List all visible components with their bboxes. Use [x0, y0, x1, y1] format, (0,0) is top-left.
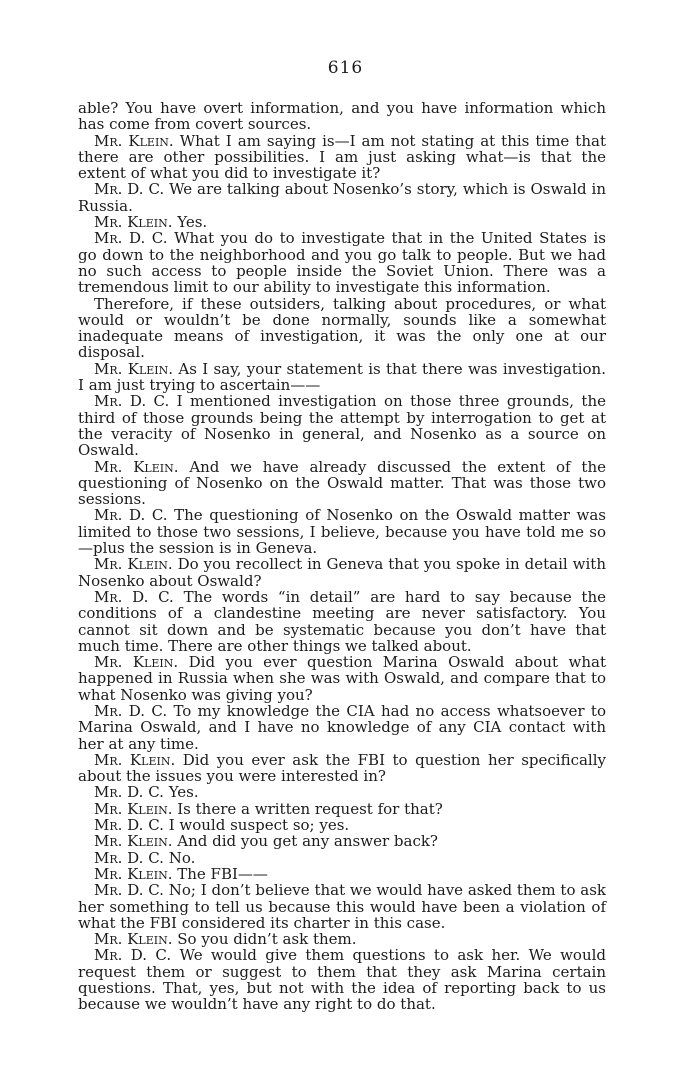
speaker-label: Mr. D. C.	[94, 848, 164, 867]
paragraph-text: able? You have overt information, and you have information which has come from covert sources.	[78, 99, 606, 134]
transcript-paragraph	[78, 882, 606, 931]
paragraph-text: The questioning of Nosenko on the Oswald matter was limited to those two sessions, I believe, because you have told me so—plus the session is in Geneva.	[78, 506, 606, 558]
paragraph-text: And did you get any answer back?	[177, 832, 438, 851]
speaker-label: Mr. D. C.	[94, 881, 164, 900]
paragraph-text: As I say, your statement is that there was investigation. I am just trying to ascertain——	[78, 359, 606, 395]
transcript-paragraph	[78, 931, 606, 947]
transcript-paragraph	[78, 703, 606, 752]
speaker-label: Mr. D. C.	[94, 783, 164, 802]
speaker-label: Mr. D. C.	[94, 816, 164, 835]
transcript-paragraph	[78, 296, 606, 361]
speaker-label: Mr. Klein.	[94, 213, 173, 232]
speaker-label: Mr. Klein.	[94, 799, 173, 818]
transcript-paragraph	[78, 589, 606, 654]
paragraph-text: No.	[168, 848, 196, 867]
paragraph-text: We would give them questions to ask her. We would request them or suggest to them that they ask Marina certain questions. That, yes, but not with the idea of reporting back to us because we wouldn’t have any right to do that.	[78, 946, 607, 1014]
paragraph-text: Did you ever question Marina Oswald about what happened in Russia when she was with Oswald, and compare that to what Nosenko was giving you?	[78, 653, 606, 704]
transcript-paragraph	[78, 230, 606, 295]
paragraph-text: I mentioned investigation on those three grounds, the third of those grounds being the attempt by interrogation to get at the veracity of Nosenko in general, and Nosenko as a source on Oswald.	[78, 392, 606, 460]
transcript-paragraph	[78, 507, 606, 556]
speaker-label: Mr. Klein.	[94, 653, 179, 672]
speaker-label: Mr. D. C.	[94, 587, 174, 606]
speaker-label: Mr. D. C.	[94, 701, 168, 720]
transcript-paragraph	[78, 100, 606, 133]
paragraph-text: Yes.	[177, 213, 208, 232]
transcript-paragraph	[78, 556, 606, 589]
speaker-label: Mr. Klein.	[94, 750, 176, 769]
paragraph-text: Therefore, if these outsiders, talking about procedures, or what would or wouldn’t be done normally, sounds like a somewhat inadequate means of investigation, it was the only one at our disposal.	[78, 294, 606, 362]
paragraph-text: We are talking about Nosenko’s story, which is Oswald in Russia.	[78, 180, 606, 215]
speaker-label: Mr. D. C.	[94, 229, 168, 248]
transcript-paragraph	[78, 459, 606, 508]
transcript-paragraph	[78, 133, 606, 182]
paragraph-text: Did you ever ask the FBI to question her specifically about the issues you were interested in?	[78, 750, 606, 786]
speaker-label: Mr. D. C.	[94, 946, 172, 965]
speaker-label: Mr. Klein.	[94, 131, 174, 150]
paragraph-text: Do you recollect in Geneva that you spoke in detail with Nosenko about Oswald?	[78, 555, 606, 590]
transcript-paragraph	[78, 361, 606, 394]
page-number: 616	[327, 58, 364, 78]
paragraph-text: The words “in detail” are hard to say because the conditions of a clandestine meeting are never satisfactory. You cannot sit down and be systematic because you don’t have that much time. There are other things we talked about.	[78, 587, 606, 655]
transcript-paragraph	[78, 654, 606, 703]
paragraph-text: Yes.	[168, 783, 199, 802]
transcript-paragraph	[78, 866, 606, 882]
paragraph-text: I would suspect so; yes.	[168, 816, 350, 835]
speaker-label: Mr. Klein.	[94, 359, 174, 378]
transcript-paragraph	[78, 850, 606, 866]
paragraph-text: What you do to investigate that in the United States is go down to the neighborhood and you go talk to people. But we had no such access to people inside the Soviet Union. There was a tremendous limit to our ability to investigate this information.	[78, 229, 606, 297]
paragraph-text: The FBI——	[177, 864, 268, 883]
speaker-label: Mr. Klein.	[94, 457, 179, 476]
paragraph-text: So you didn’t ask them.	[177, 930, 357, 949]
paragraph-text: What I am saying is—I am not stating at this time that there are other possibilities. I am just asking what—is that the extent of what you did to investigate it?	[78, 131, 606, 183]
speaker-label: Mr. Klein.	[94, 832, 173, 851]
speaker-label: Mr. D. C.	[94, 180, 165, 199]
transcript-paragraph	[78, 947, 606, 1012]
transcript-paragraph	[78, 393, 606, 458]
paragraph-text: No; I don’t believe that we would have asked them to ask her something to tell us because this would have been a violation of what the FBI considered its charter in this case.	[78, 881, 606, 932]
transcript-paragraph	[78, 214, 606, 230]
paragraph-text: To my knowledge the CIA had no access whatsoever to Marina Oswald, and I have no knowledge of any CIA contact with her at any time.	[78, 701, 606, 753]
transcript-paragraph	[78, 801, 606, 817]
transcript-paragraph	[78, 817, 606, 833]
speaker-label: Mr. Klein.	[94, 864, 173, 883]
transcript-body	[78, 100, 606, 1013]
speaker-label: Mr. Klein.	[94, 930, 173, 949]
speaker-label: Mr. D. C.	[94, 392, 170, 411]
speaker-label: Mr. Klein.	[94, 555, 173, 574]
transcript-paragraph	[78, 784, 606, 800]
paragraph-text: And we have already discussed the extent of the questioning of Nosenko on the Oswald matter. That was those two sessions.	[78, 457, 606, 509]
paragraph-text: Is there a written request for that?	[177, 799, 443, 818]
transcript-paragraph	[78, 752, 606, 785]
speaker-label: Mr. D. C.	[94, 506, 168, 525]
transcript-paragraph	[78, 181, 606, 214]
transcript-paragraph	[78, 833, 606, 849]
